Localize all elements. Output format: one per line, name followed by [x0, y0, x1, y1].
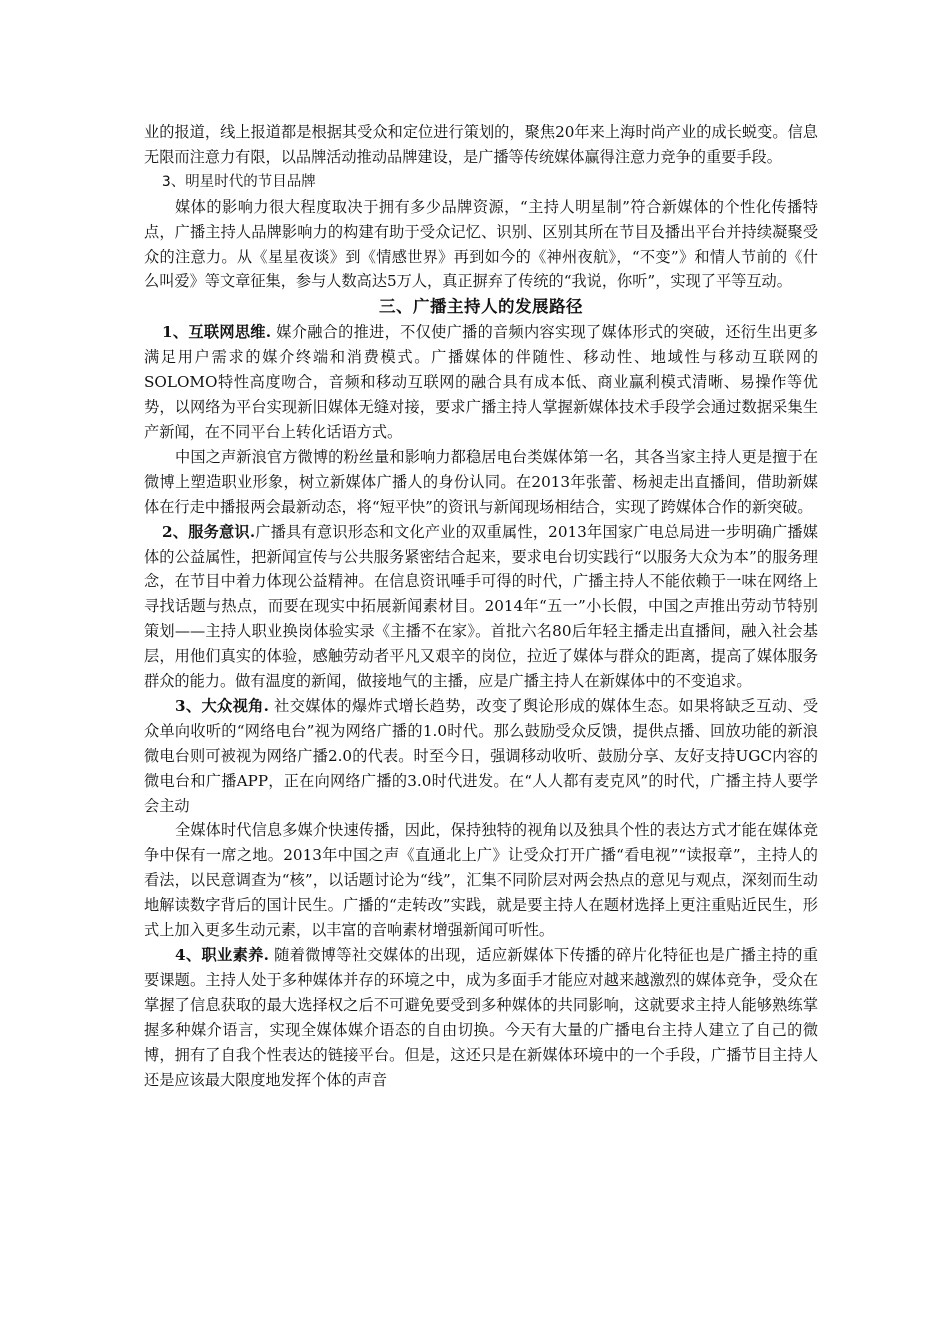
item1-paragraph-2: 中国之声新浪官方微博的粉丝量和影响力都稳居电台类媒体第一名，其各当家主持人更是擅于在微博上塑造职业形象，树立新媒体广播人的身份认同。在2013年张蕾、杨昶走出直播间，借助新媒体在行走中播报两会最新动态，将“短平快”的资讯与新闻现场相结合，实现了跨媒体合作的新突破。: [144, 447, 818, 516]
item3-text: 社交媒体的爆炸式增长趋势，改变了舆论形成的媒体生态。如果将缺乏互动、受众单向收听的“网络电台”视为网络广播的1.0时代。那么鼓励受众反馈，提供点播、回放功能的新浪微电台则可被视为网络广播2.0的代表。时至今日，强调移动收听、鼓励分享、友好支持UGC内容的微电台和广播APP，正在向网络广播的3.0时代进发。在“人人都有麦克风”的时代，广播主持人要学会主动: [144, 696, 819, 815]
brand-paragraph: 媒体的影响力很大程度取决于拥有多少品牌资源，“主持人明星制”符合新媒体的个性化传播特点，广播主持人品牌影响力的构建有助于受众记忆、识别、区别其所在节目及播出平台并持续凝聚受众的注意力。从《星星夜谈》到《情感世界》再到如今的《神州夜航》，“不变”》和情人节前的《什么叫爱》等文章征集，参与人数高达5万人，真正摒弃了传统的“我说，你听”，实现了平等互动。: [144, 197, 818, 291]
item4-lead: 4、职业素养.: [175, 946, 269, 964]
subsection-heading: 3、明星时代的节目品牌: [162, 173, 316, 190]
document-page: [144, 120, 818, 1092]
item2-paragraph: [144, 520, 818, 694]
intro-paragraph: 业的报道，线上报道都是根据其受众和定位进行策划的，聚焦20年来上海时尚产业的成长蜕变。信息无限而注意力有限，以品牌活动推动品牌建设，是广播等传统媒体赢得注意力竞争的重要手段。: [144, 123, 818, 166]
item2-text: 广播具有意识形态和文化产业的双重属性，2013年国家广电总局进一步明确广播媒体的公益属性，把新闻宣传与公共服务紧密结合起来，要求电台切实践行“以服务大众为本”的服务理念，在节目中着力体现公益精神。在信息资讯唾手可得的时代，广播主持人不能依赖于一味在网络上寻找话题与热点，而要在现实中拓展新闻素材目。2014年“五一”小长假，中国之声推出劳动节特别策划——主持人职业换岗体验实录《主播不在家》。首批六名80后年轻主播走出直播间，融入社会基层，用他们真实的体验，感触劳动者平凡又艰辛的岗位，拉近了媒体与群众的距离，提高了媒体服务群众的能力。做有温度的新闻，做接地气的主播，应是广播主持人在新媒体中的不变追求。: [144, 522, 818, 691]
item4-text: 随着微博等社交媒体的出现，适应新媒体下传播的碎片化特征也是广播主持的重要课题。主持人处于多种媒体并存的环境之中，成为多面手才能应对越来越激烈的媒体竞争，受众在掌握了信息获取的最大选择权之后不可避免要受到多种媒体的共同影响，这就要求主持人能够熟练掌握多种媒介语言，实现全媒体媒介语态的自由切换。今天有大量的广播电台主持人建立了自己的微博，拥有了自我个性表达的链接平台。但是，这还只是在新媒体环境中的一个手段，广播节目主持人还是应该最大限度地发挥个体的声音: [144, 946, 819, 1089]
item1-paragraph: [144, 320, 818, 445]
item2-lead: 2、服务意识.: [162, 522, 256, 541]
item3-paragraph-2: 全媒体时代信息多媒介快速传播，因此，保持独特的视角以及独具个性的表达方式才能在媒体竞争中保有一席之地。2013年中国之声《直通北上广》让受众打开广播“看电视”“读报章”，主持人的看法，以民意调查为“核”，以话题讨论为“线”，汇集不同阶层对两会热点的意见与观点，深刻而生动地解读数字背后的国计民生。广播的“走转改”实践，就是要主持人在题材选择上更注重贴近民生，形式上加入更多生动元素，以丰富的音响素材增强新闻可听性。: [144, 821, 818, 940]
item3-lead: 3、大众视角.: [175, 696, 269, 715]
item3-paragraph: [144, 694, 818, 819]
item4-paragraph: [144, 943, 818, 1092]
item1-text: 媒介融合的推进，不仅使广播的音频内容实现了媒体形式的突破，还衍生出更多满足用户需求的媒介终端和消费模式。广播媒体的伴随性、移动性、地域性与移动互联网的SOLOMO特性高度吻合，音频和移动互联网的融合具有成本低、商业赢利模式清晰、易操作等优势，以网络为平台实现新旧媒体无缝对接，要求广播主持人掌握新媒体技术手段学会通过数据采集生产新闻，在不同平台上转化话语方式。: [144, 323, 819, 441]
section-title: 三、广播主持人的发展路径: [379, 297, 583, 317]
item1-lead: 1、互联网思维.: [162, 323, 272, 342]
